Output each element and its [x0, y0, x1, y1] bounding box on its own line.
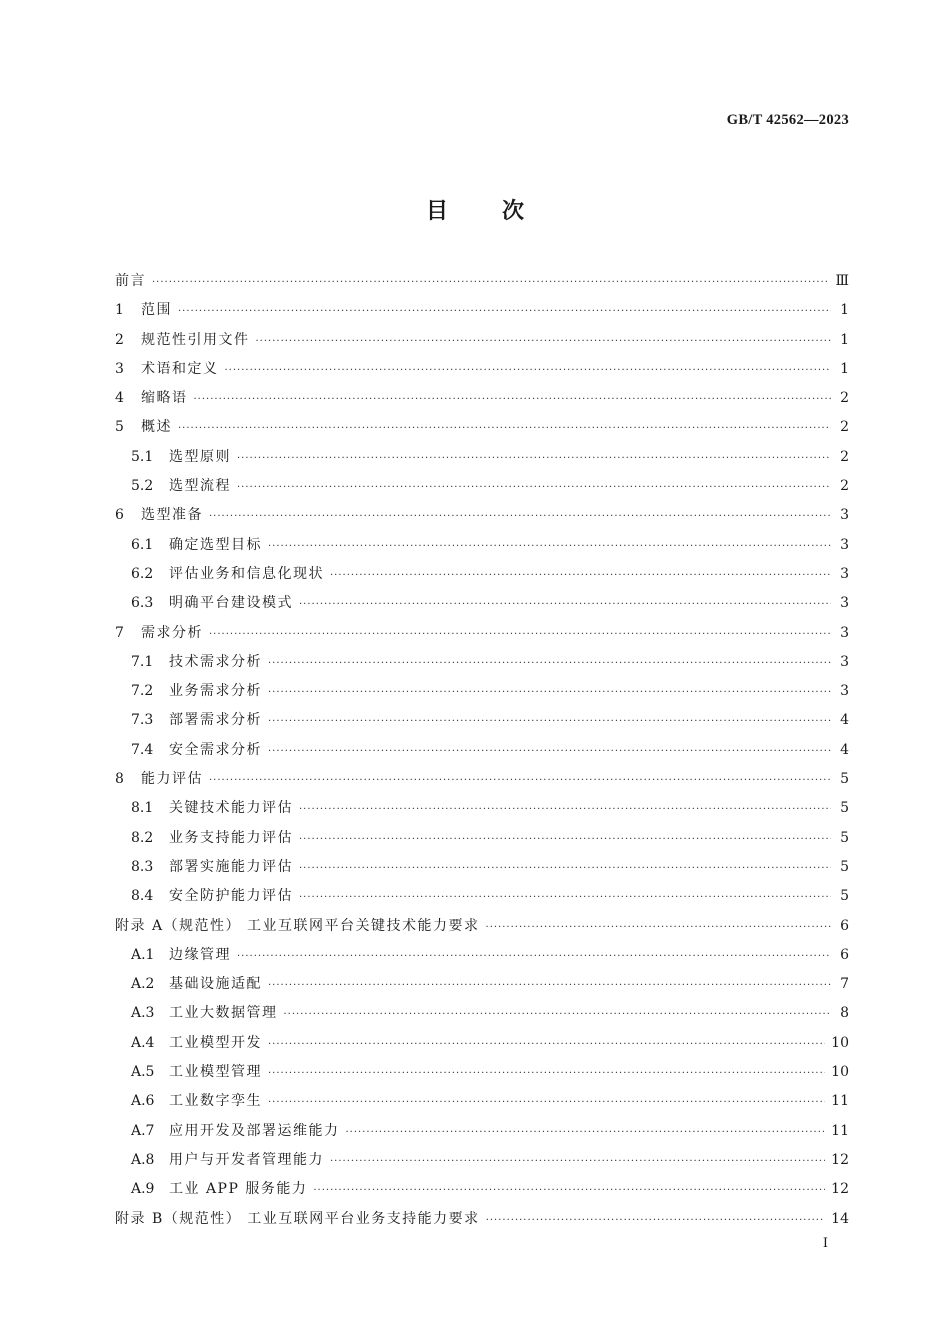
toc-entry[interactable]	[115, 446, 849, 475]
toc-leader-dots	[299, 804, 831, 815]
toc-entry-page: 12	[831, 1181, 849, 1198]
toc-entry-number: 8.2	[131, 829, 154, 846]
toc-entry[interactable]	[115, 329, 849, 358]
toc-entry[interactable]	[115, 1032, 849, 1061]
toc-entry-number: 1	[115, 302, 124, 319]
toc-entry-page: 2	[840, 478, 849, 495]
toc-entry-label: 附录 B（规范性） 工业互联网平台业务支持能力要求	[115, 1210, 480, 1227]
toc-entry-label: 确定选型目标	[169, 536, 262, 553]
toc-entry-number: 8.1	[131, 800, 154, 817]
toc-entry-label: 用户与开发者管理能力	[169, 1151, 324, 1168]
toc-entry-page: 3	[840, 565, 849, 582]
toc-entry[interactable]	[115, 1090, 849, 1119]
toc-entry-page: 3	[840, 653, 849, 670]
toc-entry-number: A.8	[131, 1151, 155, 1168]
toc-entry[interactable]	[115, 592, 849, 621]
toc-leader-dots	[268, 1039, 825, 1050]
toc-leader-dots	[268, 658, 831, 669]
toc-entry-number: 2	[115, 331, 124, 348]
toc-entry-label: 工业模型管理	[169, 1064, 262, 1081]
toc-entry-page: Ⅲ	[835, 273, 849, 289]
toc-leader-dots	[268, 687, 831, 698]
toc-entry[interactable]	[115, 475, 849, 504]
toc-entry-number: 8.4	[131, 888, 154, 905]
toc-entry-page: 8	[840, 1005, 849, 1022]
toc-entry-page: 4	[840, 712, 849, 729]
toc-entry-number: A.1	[131, 946, 155, 963]
toc-entry-page: 5	[840, 888, 849, 905]
toc-entry-number: A.6	[131, 1093, 155, 1110]
toc-entry[interactable]	[115, 1178, 849, 1207]
toc-leader-dots	[152, 277, 829, 288]
toc-entry-page: 3	[840, 595, 849, 612]
toc-entry-page: 3	[840, 683, 849, 700]
toc-leader-dots	[299, 892, 831, 903]
toc-entry-number: 5.1	[131, 448, 154, 465]
toc-leader-dots	[299, 599, 831, 610]
toc-leader-dots	[237, 453, 831, 464]
toc-entry[interactable]	[115, 1002, 849, 1031]
toc-entry-number: 7.2	[131, 683, 154, 700]
title-char-1: 目	[425, 199, 448, 224]
toc-leader-dots	[237, 951, 831, 962]
toc-entry-label: 边缘管理	[169, 946, 231, 963]
toc-entry-label: 明确平台建设模式	[169, 595, 293, 612]
toc-entry[interactable]	[115, 270, 849, 299]
toc-entry-label: 工业大数据管理	[169, 1005, 278, 1022]
toc-entry-page: 2	[840, 448, 849, 465]
toc-entry[interactable]	[115, 827, 849, 856]
toc-entry[interactable]	[115, 856, 849, 885]
toc-leader-dots	[268, 541, 831, 552]
toc-entry[interactable]	[115, 622, 849, 651]
toc-entry-label: 概述	[141, 419, 172, 436]
toc-leader-dots	[330, 1156, 825, 1167]
toc-entry-number: 6.3	[131, 595, 154, 612]
toc-entry-number: A.7	[131, 1122, 155, 1139]
toc-leader-dots	[284, 1009, 832, 1020]
toc-entry-number: 7.1	[131, 653, 154, 670]
toc-entry[interactable]	[115, 739, 849, 768]
toc-entry-number: 7.4	[131, 741, 154, 758]
toc-entry-label: 部署需求分析	[169, 712, 262, 729]
toc-entry-page: 3	[840, 536, 849, 553]
toc-entry-page: 5	[840, 771, 849, 788]
toc-entry-number: 6	[115, 507, 124, 524]
toc-entry-label: 业务支持能力评估	[169, 829, 293, 846]
toc-entry-label: 应用开发及部署运维能力	[169, 1122, 340, 1139]
toc-entry-label: 规范性引用文件	[141, 331, 250, 348]
toc-entry-page: 2	[840, 390, 849, 407]
toc-entry-page: 4	[840, 741, 849, 758]
toc-entry-page: 12	[831, 1151, 849, 1168]
toc-entry-page: 6	[840, 917, 849, 934]
toc-entry-label: 能力评估	[141, 771, 203, 788]
toc-entry[interactable]	[115, 504, 849, 533]
toc-entry-number: 5	[115, 419, 124, 436]
toc-entry-label: 术语和定义	[141, 360, 219, 377]
toc-entry[interactable]	[115, 651, 849, 680]
toc-entry-number: A.5	[131, 1064, 155, 1081]
toc-entry-label: 前言	[115, 273, 146, 289]
toc-entry-page: 7	[840, 976, 849, 993]
toc-entry-page: 3	[840, 624, 849, 641]
toc-entry-label: 工业数字孪生	[169, 1093, 262, 1110]
toc-entry-page: 11	[831, 1122, 849, 1139]
toc-entry-label: 需求分析	[141, 624, 203, 641]
toc-entry-number: 8.3	[131, 858, 154, 875]
toc-leader-dots	[209, 511, 831, 522]
toc-entry-page: 11	[831, 1093, 849, 1110]
toc-leader-dots	[268, 1068, 825, 1079]
toc-entry-page: 6	[840, 946, 849, 963]
toc-entry-label: 安全需求分析	[169, 741, 262, 758]
toc-entry-label: 业务需求分析	[169, 683, 262, 700]
toc-entry-number: 8	[115, 771, 124, 788]
toc-leader-dots	[256, 336, 832, 347]
toc-leader-dots	[209, 629, 831, 640]
table-of-contents	[115, 270, 849, 1237]
toc-entry[interactable]	[115, 944, 849, 973]
toc-entry-number: A.9	[131, 1181, 155, 1198]
toc-entry-number: A.3	[131, 1005, 155, 1022]
toc-entry-number: A.2	[131, 976, 155, 993]
toc-entry-label: 关键技术能力评估	[169, 800, 293, 817]
toc-leader-dots	[313, 1185, 825, 1196]
toc-entry-label: 选型流程	[169, 478, 231, 495]
toc-entry[interactable]	[115, 885, 849, 914]
toc-entry-label: 范围	[141, 302, 172, 319]
toc-entry[interactable]	[115, 299, 849, 328]
toc-entry[interactable]	[115, 534, 849, 563]
toc-entry[interactable]	[115, 358, 849, 387]
standard-code: GB/T 42562—2023	[726, 112, 849, 128]
toc-entry[interactable]	[115, 416, 849, 445]
toc-leader-dots	[268, 746, 831, 757]
toc-entry[interactable]	[115, 973, 849, 1002]
footer-page-number: Ⅰ	[822, 1236, 828, 1251]
toc-entry-number: 5.2	[131, 478, 154, 495]
toc-entry-label: 附录 A（规范性） 工业互联网平台关键技术能力要求	[115, 917, 480, 934]
toc-leader-dots	[299, 834, 831, 845]
toc-entry-label: 选型准备	[141, 507, 203, 524]
toc-leader-dots	[268, 1097, 825, 1108]
toc-entry-number: 7	[115, 624, 124, 641]
toc-leader-dots	[299, 863, 831, 874]
toc-entry-number: A.4	[131, 1034, 155, 1051]
toc-entry-page: 10	[831, 1064, 849, 1081]
toc-entry-label: 技术需求分析	[169, 653, 262, 670]
toc-entry-page: 1	[840, 331, 849, 348]
toc-leader-dots	[268, 980, 831, 991]
toc-entry-label: 安全防护能力评估	[169, 888, 293, 905]
toc-entry-page: 10	[831, 1034, 849, 1051]
toc-entry-label: 工业 APP 服务能力	[169, 1181, 308, 1198]
toc-leader-dots	[330, 570, 831, 581]
toc-entry-label: 选型原则	[169, 448, 231, 465]
toc-entry[interactable]	[115, 1120, 849, 1149]
toc-entry-number: 4	[115, 390, 124, 407]
toc-entry-number: 7.3	[131, 712, 154, 729]
toc-entry[interactable]	[115, 1149, 849, 1178]
toc-entry-label: 部署实施能力评估	[169, 858, 293, 875]
toc-entry[interactable]	[115, 680, 849, 709]
toc-entry-label: 基础设施适配	[169, 976, 262, 993]
toc-entry[interactable]	[115, 797, 849, 826]
toc-entry-page: 1	[840, 360, 849, 377]
toc-leader-dots	[225, 365, 832, 376]
toc-entry-number: 6.2	[131, 565, 154, 582]
toc-entry-page: 5	[840, 829, 849, 846]
toc-entry[interactable]	[115, 768, 849, 797]
toc-entry[interactable]	[115, 387, 849, 416]
toc-leader-dots	[486, 1215, 825, 1226]
toc-entry-label: 评估业务和信息化现状	[169, 565, 324, 582]
toc-leader-dots	[346, 1127, 826, 1138]
toc-entry[interactable]	[115, 1208, 849, 1237]
toc-entry[interactable]	[115, 1061, 849, 1090]
toc-entry-page: 1	[840, 302, 849, 319]
toc-entry[interactable]	[115, 563, 849, 592]
toc-leader-dots	[209, 775, 831, 786]
toc-entry-number: 6.1	[131, 536, 154, 553]
toc-leader-dots	[237, 482, 831, 493]
toc-entry-label: 工业模型开发	[169, 1034, 262, 1051]
toc-leader-dots	[194, 394, 832, 405]
toc-entry-page: 14	[831, 1210, 849, 1227]
toc-entry-page: 5	[840, 858, 849, 875]
toc-entry-page: 5	[840, 800, 849, 817]
toc-leader-dots	[178, 423, 831, 434]
toc-entry-number: 3	[115, 360, 124, 377]
toc-entry-page: 2	[840, 419, 849, 436]
toc-leader-dots	[486, 922, 831, 933]
toc-entry[interactable]	[115, 709, 849, 738]
title-char-2: 次	[502, 199, 525, 224]
toc-leader-dots	[268, 716, 831, 727]
toc-entry[interactable]	[115, 915, 849, 944]
toc-entry-page: 3	[840, 507, 849, 524]
page-title	[0, 194, 950, 225]
toc-entry-label: 缩略语	[141, 390, 188, 407]
toc-leader-dots	[178, 306, 831, 317]
